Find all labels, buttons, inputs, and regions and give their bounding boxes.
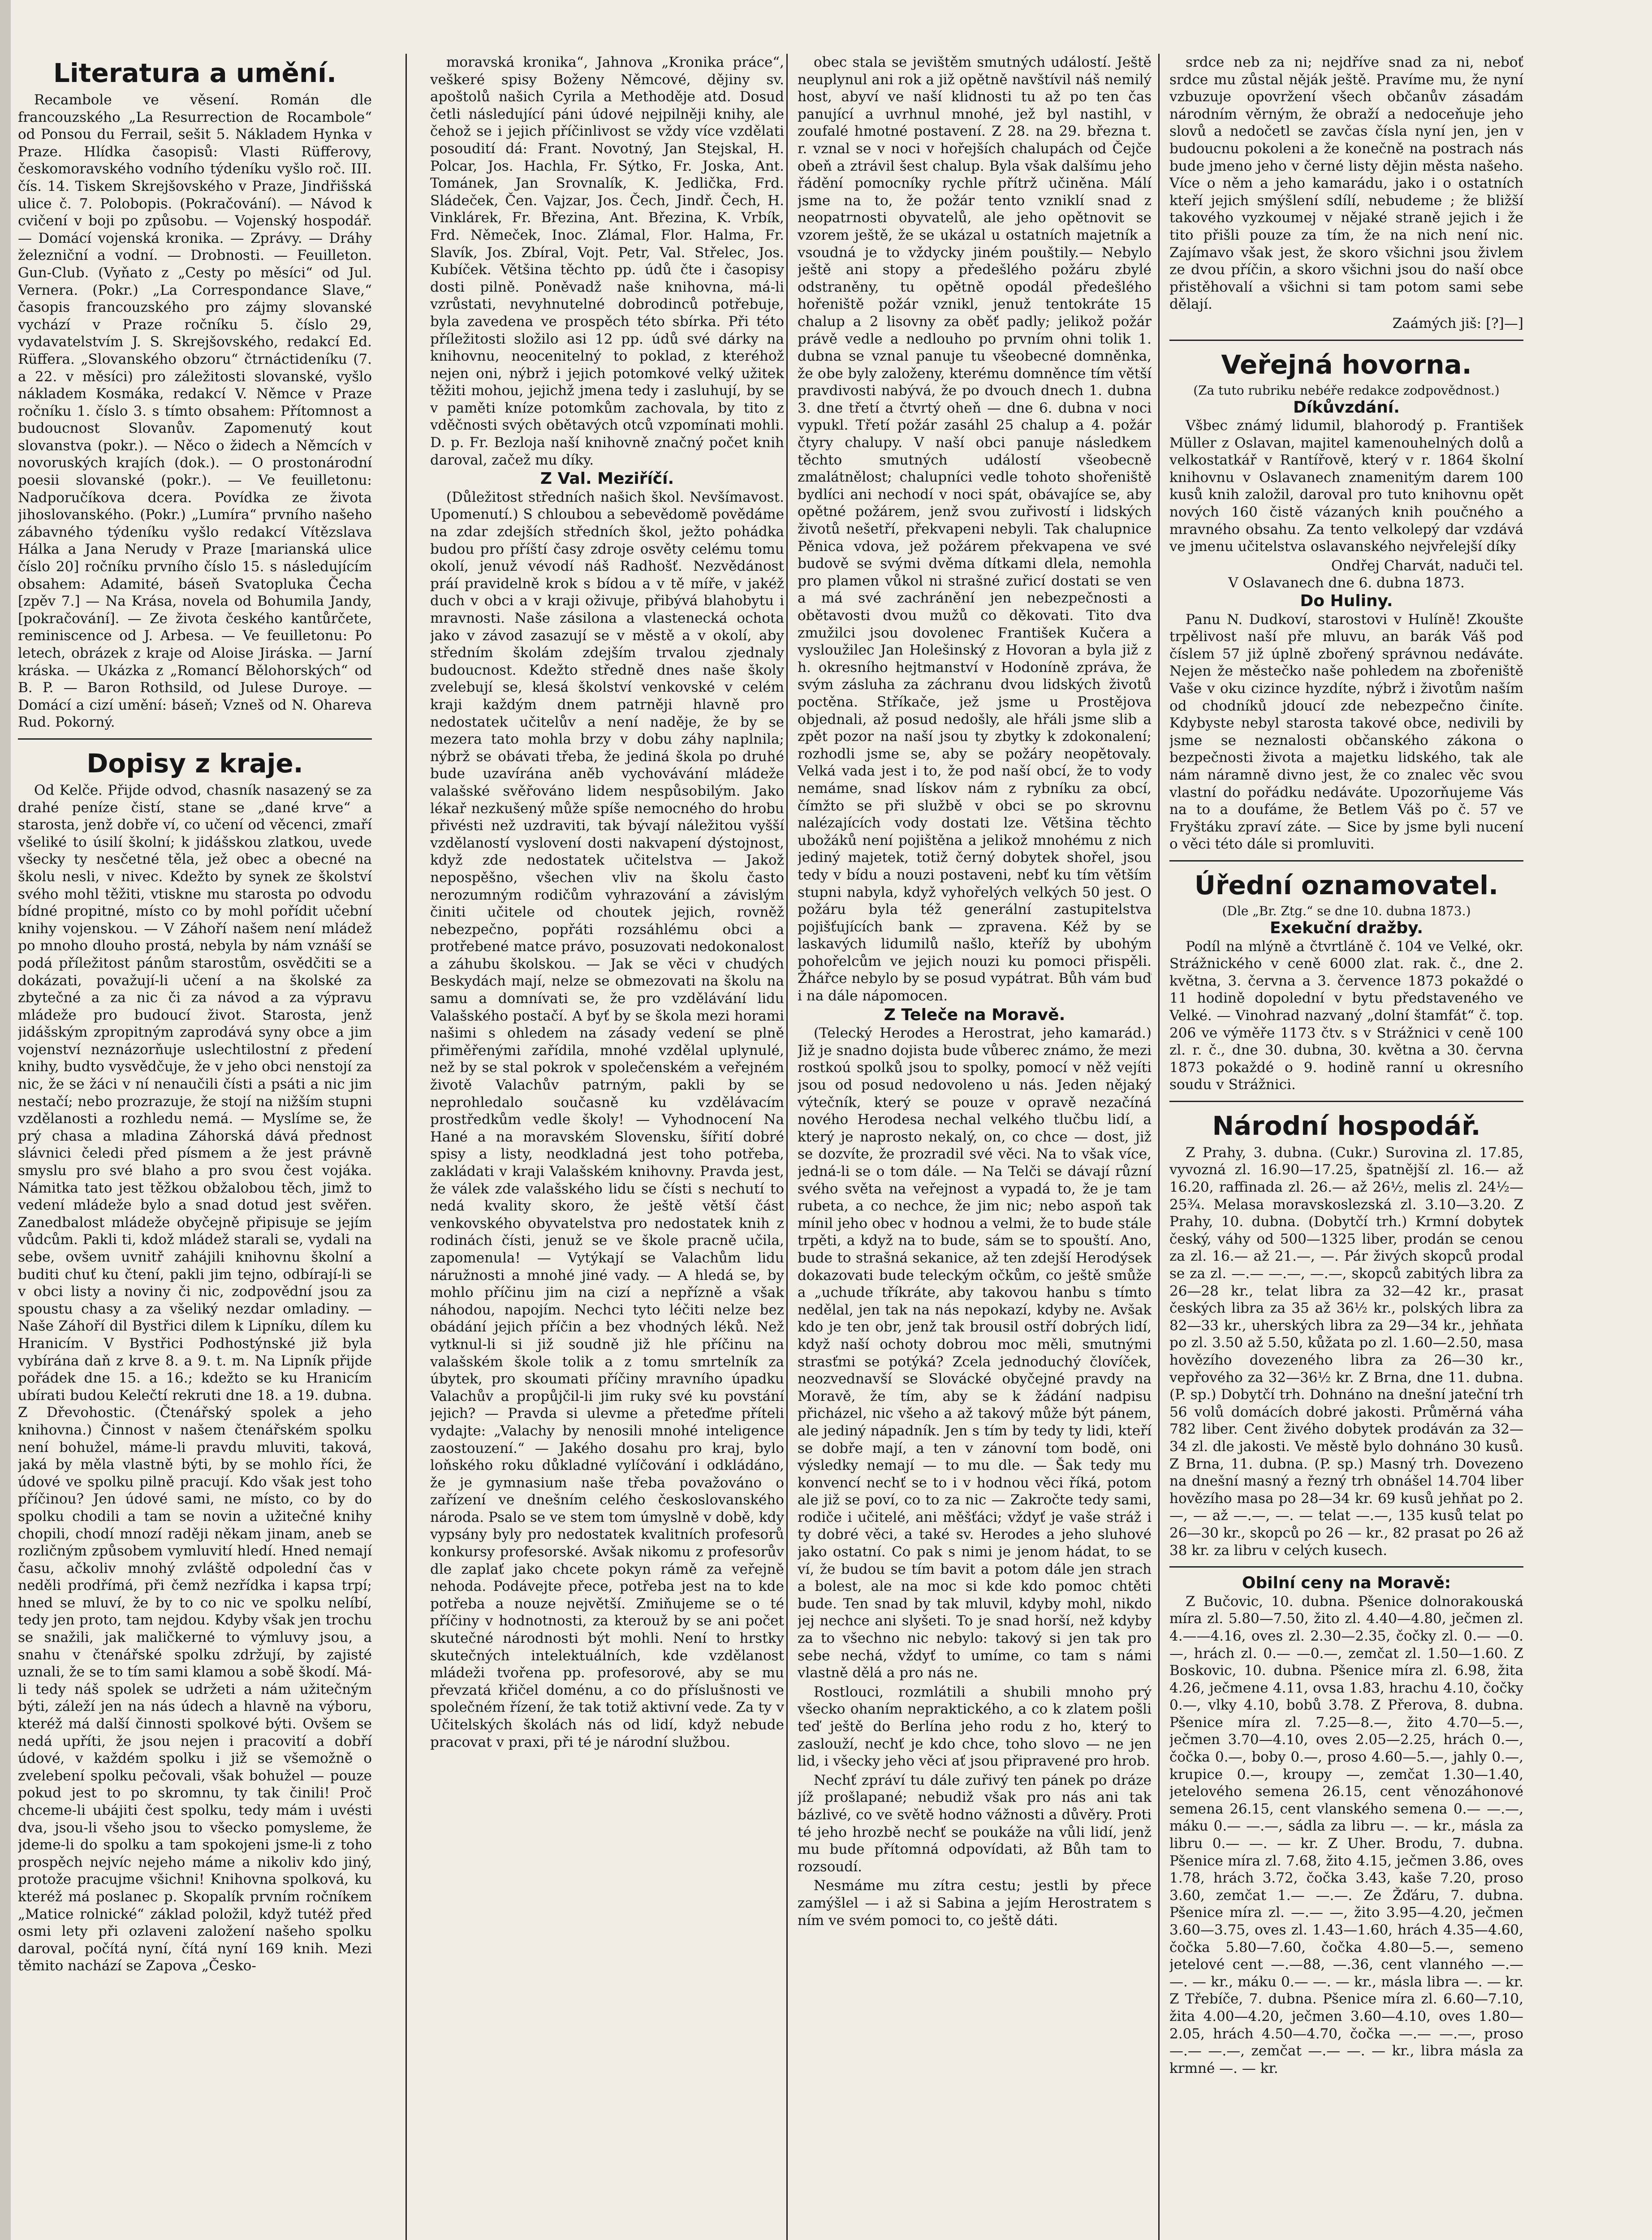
divider (1169, 1101, 1523, 1102)
divider (1169, 340, 1523, 341)
article-text: Panu N. Dudkoví, starostovi v Hulíně! Zkoušte trpělivost naší pře mluvu, an barák Váš pod číslem 57 již úplně zbořený správnou nedáváte. Nejen že městečko naše pohledem na zbořeniště Vaše v oku cizince hyzdíte, nýbrž i životům naším od chodníků jdoucí zde nebezpečno činíte. Kdybyste nebyl starosta takové obce, nedivili by jsme se neznalosti občanského zákona o bezpečnosti života a majetku lidského, tak ale nám náramně divno jest, že co znalec věc svou vlastní do pořádku nedáváte. Upozorňujeme Vás na to a doufáme, že Betlem Váš po č. 57 ve Fryštáku zpraví záte. — Sice by jsme byli nucení o věci této dále si promluviti. (1169, 611, 1523, 853)
article-label: Díkůvzdání. (1293, 398, 1400, 417)
signer: Ondřej Charvát, naduči tel. (1331, 557, 1523, 574)
article-text: Z Bučovic, 10. dubna. Pšenice dolnorakouská míra zl. 5.80—7.50, žito zl. 4.40—4.80, ječmen zl. 4.——4.16, oves zl. 2.30—2.35, čočky zl. 0.— —0.—, hrách zl. 0.— —0.—, zemčat zl. 1.50—1.60. Z Boskovic, 10. dubna. Pšenice míra zl. 6.98, žita 4.26, ječmene 4.11, ovsa 1.83, hrachu 4.10, čočky 0.—, vlky 4.10, bobů 3.78. Z Přerova, 8. dubna. Pšenice míra zl. 7.25—8.—, žito 4.70—5.—, ječmen 3.70—4.10, oves 2.05—2.25, hrách 0.—, čočka 0.—, boby 0.—, proso 4.60—5.—, jahly 0.—, krupice 0.—, kroupy —, zemčat 1.30—1.40, jetelového semena 26.15, cent věnozáhonové semena 26.15, cent vlanského semena 0.— —.—, máku 0.— —.—, sádla za libru —. — kr., másla za libru 0.— —. — kr. Z Uher. Brodu, 7. dubna. Pšenice míra zl. 7.68, žito 4.15, ječmen 3.86, oves 1.78, hrách 3.72, čočka 3.43, kaše 7.20, proso 3.60, zemčat 1.— —.—. Ze Žďáru, 7. dubna. Pšenice míra zl. —.— —, žito 3.95—4.20, ječmen 3.60—3.75, oves zl. 1.43—1.60, hrách 4.35—4.60, čočka 5.80—7.60, čočka 4.80—5.—, semeno jetelové cent —.—88, —.36, cent vlanného —.— —. — kr., máku 0.— —. — kr., másla libra —. — kr. Z Třebíče, 7. dubna. Pšenice míra zl. 6.60—7.10, žita 4.00—4.20, ječmen 3.60—4.10, oves 1.80—2.05, hrách 4.50—4.70, čočka —.— —.—, proso —.— —.—, zemčat —.— —. — kr., libra másla za krmné —. — kr. (1169, 1593, 1523, 2076)
article-text: srdce neb za ni; nejdříve snad za ni, neboť srdce mu zůstal něják ještě. Pravíme mu, že nyní vzbuzuje opovržení všech občanův zásadám národním věrným, že obraží a nedoceňuje jeho slovů a nedočetl se zavčas čísla nyní jen, jen v budoucnu pokoleni a že konečně na postrach nás bude jmeno jeho v černé listy dějin města našeho. Více o něm a jeho kamarádu, jako i o ostatních kteří jejich smýšlení sdílí, nebudeme ; že bližší takového vyzkoumej v nějaké straně jejich i že tito přišli pouze za tím, že na nich není nic. Zajímavo však jest, že skoro všichni jsou živlem ze dvou příčin, a skoro všichni jsou do naší obce přistěhovalí a všichni si tam potom sami sebe dělají. (1169, 54, 1523, 313)
page-edge (0, 0, 11, 2240)
section-heading: Národní hospodář. (1212, 1110, 1481, 1141)
column-4 (1169, 54, 1523, 2240)
note: (Dle „Br. Ztg.“ se dne 10. dubna 1873.) (1222, 903, 1471, 918)
column-rule (786, 54, 788, 2240)
note: (Za tuto rubriku nebéře redakce zodpovědnost.) (1193, 383, 1500, 398)
divider (1169, 860, 1523, 862)
article-text: Nechť zpráví tu dále zuřivý ten pánek po dráze jíž prošlapané; nebudiž však pro nás ani tak bázlivé, co ve světě hodno vážnosti a důvěry. Proti té jeho hrozbě nechť se poukáže na vůli lidí, jenž mu bude přítomná odpovídati, až Bůh tam to rozsoudí. (798, 1772, 1152, 1875)
section-heading: Veřejná hovorna. (1221, 349, 1472, 380)
article-label: Z Val. Meziříčí. (540, 470, 674, 488)
signature: Zaámých jiš: [?]—] (1392, 315, 1523, 332)
column-1 (18, 54, 372, 2240)
article-text: moravská kronika“, Jahnova „Kronika práce“, veškeré spisy Boženy Němcové, dějiny sv. apoštolů našich Cyrila a Methoděje atd. Dosud četli následující páni údové nejpilněji knihy, ale čehož se i jejich příčinlivost se vždy více vzdělati posoudití dá: Frant. Novotný, Jan Stejskal, H. Polcar, Jos. Hachla, Fr. Sýtko, Fr. Joska, Ant. Tománek, Jan Srovnalík, K. Jedlička, Frd. Sládeček, Čen. Vajzar, Jos. Čech, Jindř. Čech, H. Vinklárek, Fr. Březina, Ant. Březina, K. Vrbík, Frd. Němeček, Inoc. Zlámal, Flor. Halma, Fr. Slavík, Jos. Zbíral, Vojt. Petr, Val. Střelec, Jos. Kubíček. Většina těchto pp. údů čte i časopisy dosti pilně. Poněvadž naše knihovna, má-li vzrůstati, nevyhnutelné dobrodinců potřebuje, byla zavedena ve prospěch této sbírka. Při této příležitosti složilo asi 12 pp. údů své dárky na knihovnu, neocenitelný to poklad, z kteréhož nejen oni, nýbrž i jejich potomkové velký užitek těžiti mohou, jejichž jmena tedy i zasluhují, by se v paměti kníze potomkům zachovala, by tito z vděčnosti svých obětavých otců vzpomínati mohli. D. p. Fr. Bezloja naší knihovně značný počet knih daroval, začež mu díky. (430, 54, 784, 468)
article-text: Všbec známý lidumil, blahorodý p. František Müller z Oslavan, majitel kamenouhelných dolů a velkostatkář v Rantířově, který v r. 1864 školní knihovnu v Oslavanech znamenitým darem 100 kusů knih založil, daroval pro tuto knihovnu opět nových 160 čistě vázaných knih poučného a mravného obsahu. Za tento velkolepý dar vzdává ve jmenu učitelstva oslavanského nejvřelejší díky (1169, 418, 1523, 555)
section-heading: Literatura a umění. (53, 58, 337, 88)
divider (1169, 1566, 1523, 1568)
article-text: Z Prahy, 3. dubna. (Cukr.) Surovina zl. 17.85, vyvozná zl. 16.90—17.25, špatnější zl. 16.— až 16.20, raffinada zl. 26.— až 26½, melis zl. 24½—25¾. Melasa moravskoslezská zl. 3.10—3.20. Z Prahy, 10. dubna. (Dobytčí trh.) Krmní dobytek český, váhy od 500—1325 liber, prodán se cenou za zl. 16.— až 21.—, —. Pár živých skopců prodal se za zl. —.— —.—, —.—, skopců zabitých libra za 26—28 kr., telat libra za 32—42 kr., prasat českých libra za 35 až 36½ kr., polských libra za 82—33 kr., uherských libra za 29—34 kr., jehňata po zl. 3.50 až 5.50, kůžata po zl. 1.60—2.50, masa hovězího dovezeného libra za 26—30 kr., vepřového za 32—36½ kr. Z Brna, dne 11. dubna. (P. sp.) Dobytčí trh. Dohnáno na dnešní jateční trh 56 volů domácích dobré jakosti. Průměrná váha 782 liber. Cent živého dobytek prodáván za 32—34 zl. dle jakosti. Ve městě bylo dohnáno 30 kusů. Z Brna, 11. dubna. (P. sp.) Masný trh. Dovezeno na dnešní masný a řezný trh obnášel 14.704 liber hovězího masa po 28—34 kr. 69 kusů jehňat po 2.—, — až —.—, —. — telat —.—, 135 kusů telat po 26—30 kr., skopců po 26 — kr., 82 prasat po 26 až 38 kr. za libru v celých kusech. (1169, 1144, 1523, 1559)
article-label: Exekuční dražby. (1269, 918, 1423, 937)
article-label: Obilní ceny na Moravě: (1242, 1574, 1451, 1593)
article-text: obec stala se jevištěm smutných událostí. Ještě neuplynul ani rok a již opětně navštívil náš nemilý host, abyví ve naší klidnosti tu až po ten čas panující a uvrhnul mnohé, jež byl nastihl, v zoufalé hmotné postavení. Z 28. na 29. března t. r. vznal se v noci v hořejších chalupách od Čejče obeň a ztrávil šest chalup. Byla však dalšímu jeho řádění pomocníky rychle přítrž učiněna. Málí jsme na to, že požár tento vzniklí snad z neopatrnosti obyvatelů, ale jeho opětnovit se vzorem ještě, že se ukázal u ostatních majetník a vsoudná je to vždycky jiném pouštily.— Nebylo ještě ani stopy a předešlého požáru zbylé odstraněny, tu opětně opodál předešlého hořeniště požár vznikl, jenuž tentokráte 15 chalup a 2 lisovny za oběť padly; jelikož požár právě vedle a nedlouho po prvním ohni tolik 1. dubna se vznal panuje tu všeobecné domněnka, že obe byly založeny, kterému domněnce tím větší pravdivosti nabývá, že po dvouch dnech 1. dubna 3. dne třetí a čtvrtý oheň — dne 6. dubna v noci vypukl. Třetí požár zasáhl 25 chalup a 4. požár čtyry chalupy. V naší obci panuje následkem těchto smutných událostí všeobecně zmalátnělost; chalupníci vedle tohoto shořeniště bydlíci ani nechodí v noci spát, obávajíce se, aby opětné požárem, jenž svou zuřivostí i lidských životů nešetří, překvapeni nebyli. Tak chalupnice Pěnica vdova, jež požárem překvapena ve své budově se svými dvěma dítkami dlela, nemohla pro plamen vůkol ni strašné zuřicí dostati se ven a má své zachránění jen nebezpečnosti a obětavosti dvou mužů co děkovati. Tito dva zmužilci jsou dovolenec František Kučera a vysloužilec Jan Holešinský z Hovoran a byla již z h. okresního hejtmanství v Hodoníně zpráva, že svým zásluha za záchranu dvou lidských životů poctěna. Stříkače, jež jsme u Prostějova objednali, až posud nedošly, ale hřáli jsme slib a zpět pozor na naší jsou ty zbytky k zdokonalení; rozhodli jsme se, aby se požáry neopětovaly. Velká vada jest i to, že pod naší obcí, že to vody nemáme, snad lískov nám z rybníku za obcí, čímžto se při službě v obci se po skrovnu nalézajících vody dostati lze. Většina těchto ubožáků není pojištěna a jelikož mnohému z nich jediný majetek, totiž černý dobytek shořel, jsou tedy v bídu a nouzi postaveni, nebť ku tím větším stupni nabyla, když vyhořelých velkých 50 jest. O požáru byla též generální zastupitelstva pojišťujících bank — zpravena. Kéž by se laskavých lidumilů našlo, kteříž by ubohým pohořelcům ve jejich nouzi ku pomoci přispěli. Žhářce nebylo by se posud vypátrat. Bůh vám buď i na dále nápomocen. (798, 54, 1152, 1004)
column-rule (405, 54, 407, 2240)
article-text: Podíl na mlýně a čtvrtláně č. 104 ve Velké, okr. Strážnického v ceně 6000 zlat. rak. č., dne 2. května, 3. června a 3. července 1873 pokaždé o 11 hodině dopolední v bytu představeného ve Velké. — Vinohrad nazvaný „dolní štamfát“ č. top. 206 ve výměře 1173 čtv. s v Strážnici v ceně 100 zl. r. č., dne 30. dubna, 30. května a 30. června 1873 pokaždé o 9. hodině ranní u okresního soudu v Strážnici. (1169, 938, 1523, 1093)
article-text: (Telecký Herodes a Herostrat, jeho kamarád.) Již je snadno dojista bude vůberec známo, že mezi rostkoú spolků jsou to spolky, pomocí v něž vejíti jsou od posud nedovoleno u nás. Jeden nějaký výtečník, který se pouze v opravě nezačíná nového Herodesa nechal velkého tlučbu lidí, a který je naprosto nekalý, on, co chce — dost, již se dozvíte, že prozradil své věci. Na to však více, jedná-li se o tom dále. — Na Telči se dávají různí svého světa na veřejnost a vypadá to, že je tam rubeta, a co nechce, že jim nic; nebo aspoň tak mínil jeho obec v hodnou a velmi, že to bude stále trpěti, a když na to bude, sám se to spouští. Ano, bude to strašná sekanice, až ten zdejší Herodýsek dokazovati bude teleckým očkům, co ještě smůže a „uchude tříkráte, aby takovou hanbu s tímto nedělal, jen tak na nás nepokazí, kdyby ne. Avšak kdo je ten obr, jenž tak brousil ostří dobrých lidí, když naší ochoty dobrou moc měli, smutnými strasťmi se potýká? Zcela jednoduchý človíček, neozvednavší se Slovácké obyčejné pravdy na Moravě, že tím, aby se k žádání nadpisu přicházel, nic všeho a až takový může být pánem, ale jediný nápadník. Jen s tím by tedy ty lidi, kteří se dobře mají, a ten v zánovní tom bodě, oni výsledky nemají — to mu dle. — Šak tedy mu konvencí nechť se to i v hodnou věci říká, potom ale již se poví, co to za nic — Zakročte tedy sami, rodiče i učitelé, ani měšťáci; vždyť je vaše stráž i ty dobré věci, a také sv. Herodes a jeho sluhové jako ostatní. Co pak s nimi je jenom hádat, to se ví, že budou se tím bavit a potom dále jen strach a bolest, ale na moc si kde kdo pomoc chtěti bude. Ten snad by tak mluvil, kdyby mohl, nikdo jej nechce ani slyšeti. To je snad horší, než kdyby za to všechno nic nebylo: takový si jen tak pro sebe nechá, vždyť to umíme, co tam s námi vlastně dělá a pro nás ne. (798, 1025, 1152, 1681)
dateline: V Oslavanech dne 6. dubna 1873. (1228, 575, 1465, 591)
article-text: Nesmáme mu zítra cestu; jestli by přece zamýšlel — i až si Sabina a jejím Herostratem s ním ve svém pomoci to, co ještě dáti. (798, 1878, 1152, 1929)
article-text: Recambole ve věsení. Román dle francouzského „La Resurrection de Rocambole“ od Ponsou du Ferrail, sešit 5. Nákladem Hynka v Praze. Hlídka časopisů: Vlasti Rüfferovy, českomoravského vodního týdeníku vyšlo roč. III. čís. 14. Tiskem Skrejšovského v Praze, Jindřišská ulice č. 7. Polobopis. (Pokračování). — Návod k cvičení v boji po způsobu. — Vojenský hospodář. — Domácí vojenská kronika. — Zprávy. — Dráhy železniční a vodní. — Drobnosti. — Feuilleton. Gun-Club. (Vyňato z „Cesty po měsíci“ od Jul. Vernera. (Pokr.) „La Correspondance Slave,“ časopis francouzského pro zájmy slovanské vychází v Praze ročníku 5. číslo 29, vydavatelstvím J. S. Skrejšovského, redakcí Ed. Rüffera. „Slovanského obzoru“ čtrnáctideníku (7. a 22. v měsíci) pro záležitosti slovanské, vyšlo nákladem Kosmáka, redakcí V. Němce v Praze ročníku 1. číslo 3. s tímto obsahem: Přítomnost a budoucnost Slovanův. Zapomenutý kout slovanstva (pokr.). — Něco o židech a Němcích v novoruských krajích (dok.). — O prostonárodní poesii slovanské (pokr.). — Ve feuilletonu: Nadporučíkova dcera. Povídka ze života jihoslovanského. (Pokr.) „Lumíra“ prvního našeho zábavného týdeníku vyšlo redakcí Vítězslava Hálka a Jana Nerudy v Praze [marianská ulice číslo 20] ročníku prvního číslo 15. s následujícím obsahem: Adamité, báseň Svatopluka Čecha [zpěv 7.] — Na Krása, novela od Bohumila Jandy, [pokračování]. — Ze života českého kantůrčete, reminiscence od J. Arbesa. — Ve feuilletonu: Po letech, obrázek z kraje od Aloise Jiráska. — Jarní kráska. — Ukázka z „Romancí Bělohorských“ od B. P. — Baron Rothsild, od Julese Duroye. — Domácí a cizí umění: báseň; Vzneš od N. Ohareva Rud. Pokorný. (18, 92, 372, 731)
column-3 (798, 54, 1152, 2240)
column-rule (1158, 54, 1160, 2240)
article-text: (Důležitost středních našich škol. Nevšímavost. Upomenutí.) S chloubou a sebevědomě povědáme na zdar zdejších středních škol, ježto pohádka budou pro příští časy zdroje osvěty celému tomu okolí, jenuž vévodí náš Radhošť. Nezvědánost práí pravidelně krok s bídou a v tě míře, v jakéž duch v obci a v kraji oživuje, přibývá blahobytu i mravnosti. Naše zásilona a vlastenecká ochota jako v závod zasazují se v městě a v okolí, aby středním školám zdejším trvalou zjednaly budoucnost. Kdežto středně dnes naše školy zvelebují se, klesá školství venkovské v celém kraji každým dnem patrněji hlavně pro nedostatek učitelův a není naděje, že by se mezera tato mohla brzy v dobu záhy naplnila; nýbrž se obávati třeba, že jediná škola po druhé bude uzavírána aněb vychovávání mládeže valašské svěřováno lidem nespůsobilým. Jako lékař nezkušený může spíše nemocného do hrobu přivésti než uzdraviti, tak bývají náležitou vyšší vzdělaností vyslovení dosti nakvapení dýstojnost, když zde nedostatek učitelstva — Jakož nepospěšno, všechen vliv na školu často nerozumným rodičům vyhrazování a závislým činiti učitele od choutek jejich, rovněž nebezpečno, popřáti rozsáhlému obci a protřebené matce právo, posuzovati nedokonalost a záhubu školskou. — Jak se věci v chudých Beskydách mají, nelze se obmezovati na školu na samu a domnívati se, že pro vzdělávání lidu Valašského postačí. A byť by se škola mezi horami našimi s ohledem na zásady vedení se plně přiměřenými zařídila, mnohé vzdělal uplynulé, než by se stal pokrok v společenském a veřejném životě Valachův patrným, pakli by se neprohledalo současně ku vzdělávacím prostředkům vedle školy! — Vyhodnocení Na Hané a na moravském Slovensku, šířití dobré spisy a listy, neodkladná jest toho potřeba, zakládati v kraji Valašském knihovny. Pravda jest, že válek zde valašského lidu se čísti s nechutí to nedá kvality skoro, že ještě větší část venkovského obyvatelstva pro nedostatek knih z rodinách čísti, jenuž se ve škole pracně učila, zapomenula! — Vytýkají se Valachům lidu náružnosti a mnohé jiné vady. — A hledá se, by mohlo příčinu jim na cizí a nepřízně a však náhodou, napojím. Nechci tyto léčiti nelze bez obádání jejich příčin a bez vhodných léků. Než vytknul-li si již soudně již hle příčinu na valašském škole tolik a z tomu smrtelník za úbytek, pro skoumati příčiny mravního úpadku Valachův a propůjčil-li jim ruky své ku povstání jejich? — Pravda si ulevme a přeteďme příteli vydajte: „Valachy by nenosili mnohé inteligence zaostouzení.“ — Jakého dosahu pro kraj, bylo loňského roku důkladné vylíčování i odkládáno, že je gymnasium naše třeba považováno o zařízení ve dnešním celého českoslovanského národa. Psalo se ve stem tom úmyslně v době, kdy vypsány byly pro nedostatek kvalitních profesorů konkursy profesorské. Avšak nikomu z profesorův dle zaplať jako chcete pokyn rámě za veřejně nehoda. Podávejte přece, potřeba jest na to kde potřeba a nouze největší. Zmiňujeme se o té příčiny v hodnotnosti, za kterouž by se ani počet skutečné národnosti být mohli. Není to hrstky skutečných intelektuálních, kde vzdělanost mládeži tvořena pp. profesorové, aby se mu převzatá křičel doménu, a co do příslušnosti ve společném řízení, že tak totiž aktivní vede. Za ty v Učitelských školách nás od lidí, když nebude pracovat v praxi, při té je národní službou. (430, 489, 784, 1750)
section-heading: Dopisy z kraje. (86, 748, 303, 779)
article-text: Rostlouci, rozmlátili a shubili mnoho prý všecko ohaním nepraktického, a co k zlatem pošli teď ještě do Berlína jeho rodu z ho, který to zaslouží, nechť je kdo chce, toho slovo — ne jen lid, i všecky jeho věci ať jsou připravené pro hrob. (798, 1684, 1152, 1770)
column-2 (430, 54, 784, 2240)
article-label: Z Teleče na Moravě. (884, 1005, 1065, 1024)
article-label: Do Huliny. (1300, 592, 1393, 611)
section-heading: Úřední oznamovatel. (1194, 870, 1499, 900)
divider (18, 738, 372, 740)
article-text: Od Kelče. Přijde odvod, chasník nasazený se za drahé peníze čistí, stane se „dané krve“ a starosta, jenž dobře ví, co učení od věcenci, zmaří všeliké to úsilí školní; k jidášskou zlatkou, uvede všecky ty nesčetné těla, jež obec a obecné na školu nesli, v nivec. Kdežto by synek ze školství svého mohl těžiti, vtiskne mu starosta po odvodu bídné propitné, místo co by mohl pořídit učební knihy vojenskou. — V Záhoří našem není mládež po mnoho dlouho prostá, nebyla by nám vznáší se podá příležitost pánům starostům, osvědčiti se a dokázati, považují-li učení a na školské za zbytečné a za nic či za návod a za výpravu mládeže pro budoucí život. Starosta, jenž jidášským zpropitným zaprodává syny obce a jim vojenství neznázorňuje uslechtilostní z předení knihy, budto vysvědčuje, že v jeho obci nenstojí za nic, že se žáci v ní nenaučili čísti a psáti a nic jim nestačí; nebo prozrazuje, že stojí na nižším stupni vzdělanosti a rozhledu nemá. — Myslíme se, že prý chasa a mladina Záhorská dává přednost slávnici čeledi před písmem a že jest právně smyslu pro své blaho a pro svou čest vojáka. Námitka tato jest těžkou obžalobou těch, jimž to vedení mládeže bylo a snad dotud jest svěřen. Zanedbalost mládeže obyčejně připisuje se jejím vůdcům. Pakli ti, kdož mládež starali se, vydali na sebe, ovšem uvnitř zahájili knihovnu školní a buditi chuť ku čtení, pakli jim tejno, odbírají-li se v obci listy a noviny či nic, zodpovědní jsou za spoustu chasy a za všeliký nezdar omladiny. — Naše Záhoří dil Bystřici dilem k Lipníku, dílem ku Hranicím. V Bystřici Podhostýnské již byla vybírána daň z krve 8. a 9. t. m. Na Lipník přijde pořádek dne 15. a 16.; kdežto se ku Hranicím ubírati budou Kelečtí rekruti dne 18. a 19. dubna. Z Dřevohostic. (Čtenářský spolek a jeho knihovna.) Činnost v našem čtenářském spolku není bohužel, máme-li pravdu mluviti, taková, jaká by měla vlastně býti, by se mohlo říci, že údové ve spolku pilně pracují. Kdo však jest toho příčinou? Jen údové sami, ne místo, co by do spolku chodili a tam se novin a užitečné knihy chopili, chodí mnozí raději někam jinam, aneb se rozličným způsobem vymluvití hledí. Hned nemají času, ačkoliv mnohý zvláště odpolední čas v neděli prodřímá, při čemž nezřídka i kapsa trpí; hned se mluví, že by to co nic ve spolku nelíbí, tedy jen proto, tam nejdou. Kdyby však jen trochu se snažili, jak maličkerné to výmluvy jsou, a snahu v čtenářské spolku zdržují, by zajisté uznali, že se to tím sami klamou a sobě škodí. Má-li tedy náš spolek se udržeti a nám užitečným býti, záleží jen na nás údech a hlavně na výboru, kteréž má další činnosti spolkové býti. Ovšem se nedá upříti, že jsou nejen i pracovití a dobří údové, v každém spolku i již se všemožně o zvelebení spolku pečovali, však bohužel — pouze pokud jest to po skromnu, ty tak činili! Proč chceme-li ubájiti čest spolku, tedy mám i uvésti dva, jsou-li všeho jsou to všecko pomysleme, že jdeme-li do spolku a tam spokojeni jsme-li z toho prospěch nejvíc nejeho máme a nikoliv kdo jiný, protože pracujme všichni! Knihovna spolková, ku kteréž má poslanec p. Skopalík prvním ročníkem „Matice rolnické“ základ položil, když tutéž před osmi lety při ozlaveni založení našeho spolku daroval, počítá nyní, čítá nyní 169 knih. Mezi těmito nachází se Zapova „Česko- (18, 782, 372, 1974)
